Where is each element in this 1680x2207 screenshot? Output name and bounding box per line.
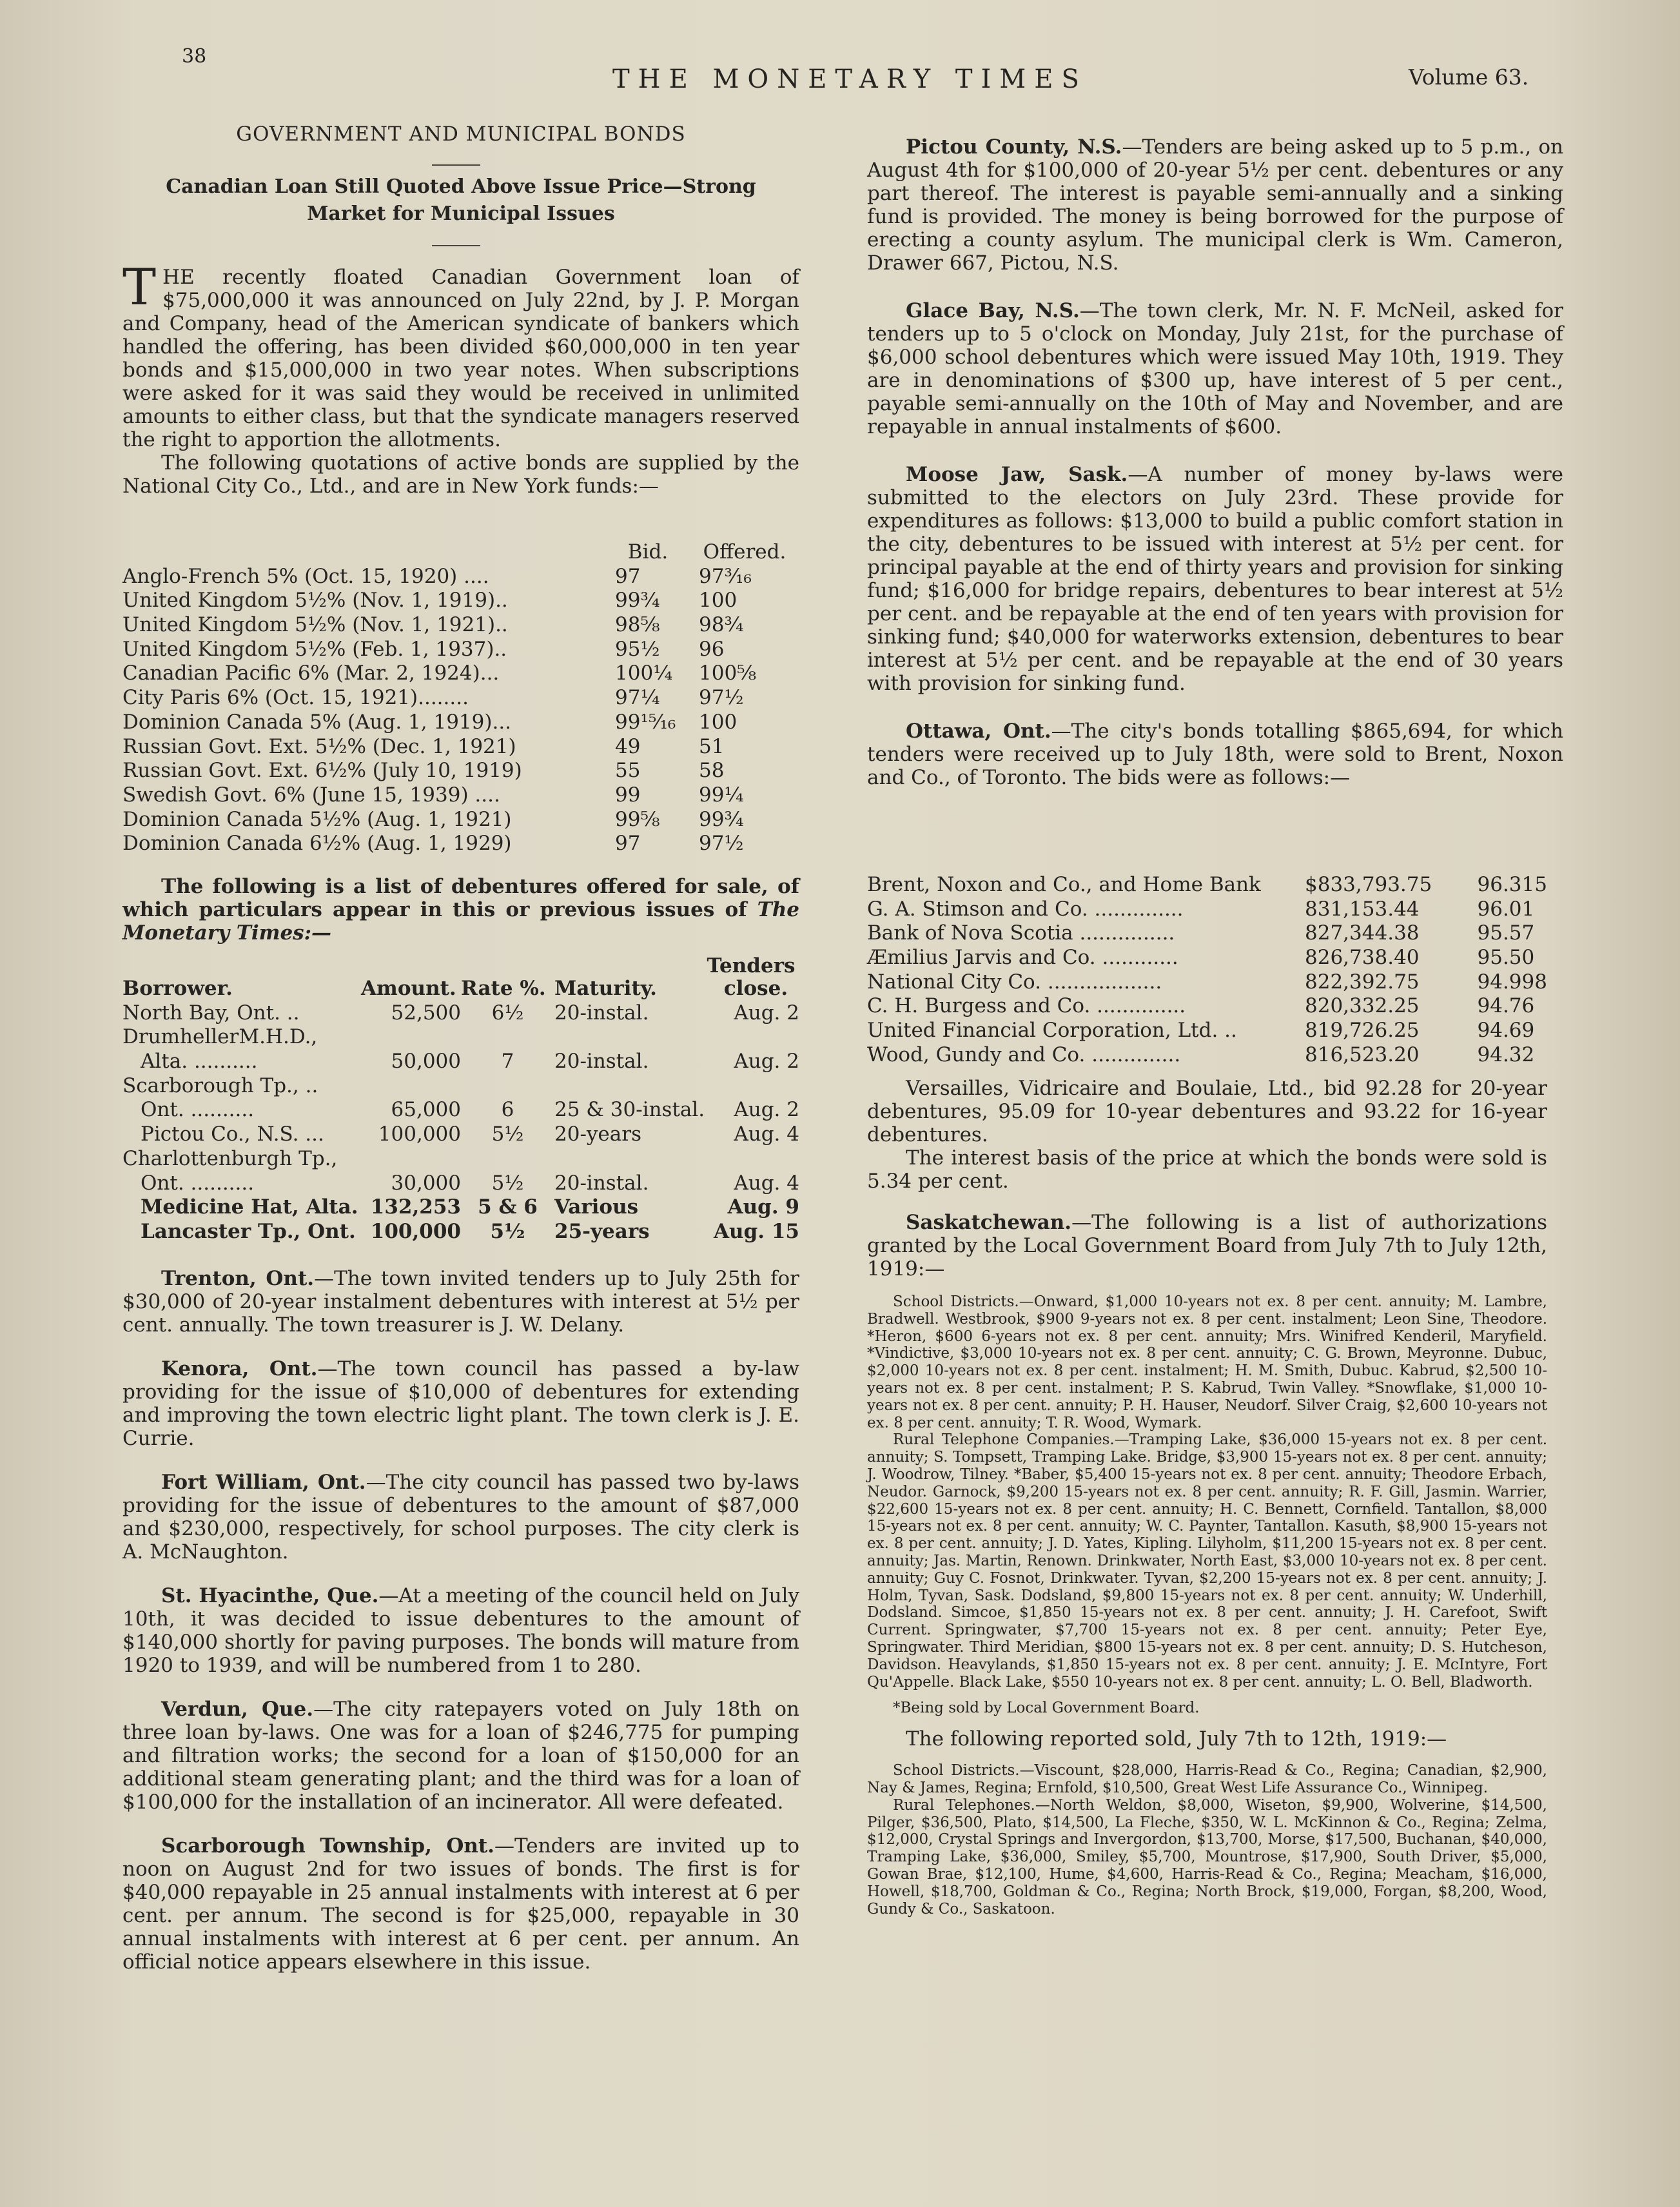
left-items bbox=[122, 1267, 799, 1994]
intro-text: HE recently floated Canadian Government loan of $75,000,000 it was announced on July 22nd, by J. P. Morgan and Company, head of the American syndicate of bankers which handled the offering, has been divided $60,000,000 in ten year bonds and $15,000,000 in two year notes. When subscriptions were asked for it was said they would be received in unlimited amounts to either class, but that the syndicate managers reserved the right to apportion the allotments. bbox=[122, 266, 799, 451]
bid-cell: 826,738.40 bbox=[1305, 946, 1420, 970]
bid-row bbox=[867, 898, 1547, 922]
quotation-cell: Canadian Pacific 6% (Mar. 2, 1924)... bbox=[122, 662, 500, 685]
saskatchewan-head: Saskatchewan. bbox=[906, 1211, 1072, 1234]
debenture-row bbox=[122, 1123, 799, 1147]
news-item-head: Pictou County, N.S. bbox=[906, 135, 1122, 159]
quotation-cell: 99¾ bbox=[615, 589, 660, 613]
debenture-cell: North Bay, Ont. .. bbox=[122, 1001, 300, 1025]
quotation-cell: 98¾ bbox=[699, 613, 744, 637]
quotation-cell: 96 bbox=[699, 637, 725, 661]
sask-sold-telephones: Rural Telephones.—North Weldon, $8,000, Wiseton, $9,900, Wolverine, $14,500, Pilger, $36,500, Plato, $14,500, La Fleche, $350, W. L. McKinnon & Co., Regina; Zelma, $12,000, Crystal Springs and Invergordon, $13,700, Morse, $17,500, Buchanan, $40,000, Tramping Lake, $36,000, Smiley, $5,700, Mountrose, $17,900, South Driver, $5,000, Gowan Brae, $12,100, Hume, $4,600, Harris-Read & Co., Regina; Meacham, $16,000, Howell, $18,700, Goldman & Co., Regina; North Brock, $19,000, Forgan, $8,200, Wood, Gundy & Co., Saskatoon. bbox=[867, 1796, 1547, 1918]
bid-cell: 95.50 bbox=[1477, 946, 1535, 970]
news-item-text: —The town council has passed a by-law providing for the issue of $10,000 of debentures for extending and improving the town electric light plant. The town clerk is J. E. Currie. bbox=[122, 1357, 799, 1450]
debenture-cell: 20-instal. bbox=[554, 1171, 649, 1195]
quotations-header-cell: Offered. bbox=[703, 540, 786, 564]
debenture-cell: DrumhellerM.H.D., bbox=[122, 1025, 318, 1049]
quotation-cell: 49 bbox=[615, 734, 641, 758]
debenture-cell: Medicine Hat, Alta. bbox=[141, 1195, 358, 1219]
debenture-cell bbox=[554, 1074, 712, 1099]
bid-row bbox=[867, 994, 1547, 1019]
quotation-cell: 55 bbox=[615, 759, 641, 783]
debentures-header-cell: close. bbox=[723, 977, 788, 1000]
bid-cell: United Financial Corporation, Ltd. .. bbox=[867, 1019, 1237, 1043]
quotation-row bbox=[122, 735, 799, 760]
bid-row bbox=[867, 1019, 1547, 1043]
news-item-text: —The city's bonds totalling $865,694, for which tenders were received up to July 18th, were sold to Brent, Noxon and Co., of Toronto. The bids were as follows:— bbox=[867, 720, 1563, 789]
news-item-head: Verdun, Que. bbox=[161, 1698, 314, 1721]
sask-footnote: *Being sold by Local Government Board. bbox=[893, 1700, 1200, 1717]
title-rule bbox=[432, 164, 480, 166]
debentures-header-cell: Amount. bbox=[361, 977, 456, 1000]
quotation-row bbox=[122, 613, 799, 638]
quotation-cell: Swedish Govt. 6% (June 15, 1939) .... bbox=[122, 783, 500, 807]
news-item bbox=[867, 135, 1563, 275]
quotation-cell: 99¼ bbox=[699, 783, 744, 807]
bid-row bbox=[867, 946, 1547, 970]
debenture-cell: Lancaster Tp., Ont. bbox=[141, 1219, 356, 1243]
volume-label: Volume 63. bbox=[1409, 64, 1529, 90]
intro-paragraph bbox=[122, 259, 799, 498]
quotation-cell: 99⅝ bbox=[615, 807, 660, 831]
news-item-text: —At a meeting of the council held on July 10th, it was decided to issue debentures to the amount of $140,000 shortly for paving purposes. The bonds will mature from 1920 to 1939, and will be numbered from 1 to 280. bbox=[122, 1584, 799, 1677]
debentures-header-cell: Rate %. bbox=[461, 977, 546, 1000]
debenture-cell: 5½ bbox=[491, 1171, 524, 1195]
quotations-intro: The following quotations of active bonds are supplied by the National City Co., Ltd., and are in New York funds:— bbox=[122, 451, 799, 498]
debenture-cell: Aug. 2 bbox=[734, 1050, 799, 1074]
news-item-text: —Tenders are being asked up to 5 p.m., on August 4th for $100,000 of 20-year 5½ per cent. debentures or any part thereof. The interest is payable semi-annually and a sinking fund is provided. The money is being borrowed for the purpose of erecting a county asylum. The municipal clerk is Wm. Cameron, Drawer 667, Pictou, N.S. bbox=[867, 135, 1564, 275]
debenture-cell bbox=[361, 1074, 461, 1099]
debenture-cell: 100,000 bbox=[378, 1123, 461, 1146]
debenture-row bbox=[122, 1147, 799, 1172]
debenture-cell: Ont. .......... bbox=[141, 1171, 255, 1195]
debenture-cell bbox=[712, 1147, 799, 1172]
section-title: GOVERNMENT AND MUNICIPAL BONDS bbox=[236, 123, 686, 146]
debenture-row bbox=[122, 1074, 799, 1099]
bid-cell: 96.315 bbox=[1477, 873, 1547, 896]
debenture-cell: 5 & 6 bbox=[478, 1195, 538, 1219]
debenture-cell: 20-years bbox=[554, 1123, 641, 1146]
quotation-cell: United Kingdom 5½% (Nov. 1, 1919).. bbox=[122, 589, 508, 613]
debenture-cell: Aug. 4 bbox=[734, 1171, 799, 1195]
news-item-head: Scarborough Township, Ont. bbox=[161, 1834, 494, 1858]
bid-cell: Brent, Noxon and Co., and Home Bank bbox=[867, 873, 1261, 896]
quotation-cell: 99¹⁵⁄₁₆ bbox=[615, 710, 676, 734]
quotation-cell: 100 bbox=[699, 710, 737, 734]
quotation-row bbox=[122, 589, 799, 613]
debenture-cell bbox=[361, 1025, 461, 1050]
debenture-cell bbox=[712, 1025, 799, 1050]
news-item bbox=[122, 1471, 799, 1564]
quotation-cell: Dominion Canada 6½% (Aug. 1, 1929) bbox=[122, 832, 512, 856]
debentures-header-cell: Maturity. bbox=[554, 977, 657, 1000]
news-item bbox=[122, 1357, 799, 1450]
quotation-row bbox=[122, 832, 799, 856]
news-item-head: Ottawa, Ont. bbox=[906, 720, 1051, 743]
bid-cell: 94.69 bbox=[1477, 1019, 1535, 1043]
quotation-cell: 97 bbox=[615, 832, 641, 856]
bid-cell: 827,344.38 bbox=[1305, 921, 1420, 945]
news-item-head: Trenton, Ont. bbox=[161, 1267, 315, 1290]
bid-row bbox=[867, 1043, 1547, 1068]
news-item-text: —The city ratepayers voted on July 18th on three loan by-laws. One was for a loan of $246,775 for pumping and filtration works; the second for a loan of $150,000 for an additional steam generating plant; and the third was for a loan of $100,000 for the installation of an incinerator. All were defeated. bbox=[122, 1698, 799, 1814]
tenders-label: Tenders bbox=[707, 954, 796, 977]
quotation-row bbox=[122, 759, 799, 783]
debentures-intro: The following is a list of debentures offered for sale, of which particulars appear in this or previous issues of The Monetary Times:— bbox=[122, 875, 799, 945]
debentures-header-row bbox=[122, 977, 799, 1001]
saskatchewan-text: —The following is a list of authorizations granted by the Local Government Board from July 7th to July 12th, 1919:— bbox=[867, 1211, 1547, 1280]
quotations-header-row bbox=[122, 540, 799, 565]
quotation-row bbox=[122, 783, 799, 808]
debenture-cell bbox=[361, 1147, 461, 1172]
quotation-cell: 58 bbox=[699, 759, 725, 783]
right-items bbox=[867, 135, 1563, 814]
bid-cell: 94.76 bbox=[1477, 994, 1535, 1018]
news-item-head: Fort William, Ont. bbox=[161, 1471, 366, 1494]
debenture-cell: 5½ bbox=[490, 1219, 525, 1243]
quotation-cell: Anglo-French 5% (Oct. 15, 1920) .... bbox=[122, 564, 489, 588]
bid-cell: C. H. Burgess and Co. .............. bbox=[867, 994, 1186, 1018]
debenture-row bbox=[122, 1001, 799, 1026]
quotation-row bbox=[122, 662, 799, 686]
news-item bbox=[122, 1267, 799, 1337]
bid-cell: 819,726.25 bbox=[1305, 1019, 1420, 1043]
subtitle-line-1: Canadian Loan Still Quoted Above Issue Price—Strong bbox=[166, 175, 756, 198]
bid-row bbox=[867, 873, 1547, 898]
debenture-cell: Aug. 15 bbox=[714, 1219, 799, 1243]
debenture-cell bbox=[554, 1025, 712, 1050]
quotation-cell: 98⅝ bbox=[615, 613, 660, 637]
bid-cell: 822,392.75 bbox=[1305, 970, 1420, 994]
quotation-cell: Dominion Canada 5% (Aug. 1, 1919)... bbox=[122, 710, 512, 734]
quotation-cell: 97½ bbox=[699, 832, 744, 856]
quotation-row bbox=[122, 686, 799, 711]
page-number: 38 bbox=[182, 45, 207, 68]
ottawa-after bbox=[867, 1077, 1547, 1193]
debenture-cell bbox=[461, 1147, 554, 1172]
quotations-header-cell bbox=[122, 540, 606, 565]
quotation-cell: 100⅝ bbox=[699, 662, 757, 685]
debenture-cell: 50,000 bbox=[391, 1050, 461, 1074]
bid-cell: $833,793.75 bbox=[1305, 873, 1432, 896]
debenture-cell: 65,000 bbox=[391, 1098, 461, 1122]
debenture-cell bbox=[461, 1025, 554, 1050]
debenture-cell: Aug. 9 bbox=[727, 1195, 799, 1219]
bid-cell: G. A. Stimson and Co. .............. bbox=[867, 897, 1184, 921]
news-item bbox=[122, 1834, 799, 1974]
bid-cell: 820,332.25 bbox=[1305, 994, 1420, 1018]
quotation-cell: 97 bbox=[615, 564, 641, 588]
sask-school-districts: School Districts.—Onward, $1,000 10-years not ex. 8 per cent. annuity; M. Lambre, Bradwell. Westbrook, $900 9-years not ex. 8 per cent. instalment; Leon Sine, Theodore. *Heron, $600 6-years not ex. 8 per cent. annuity; Mrs. Winifred Kenderil, Maryfield. *Vindictive, $3,000 10-years not ex. 8 per cent. annuity; C. G. Brown, Meyronne. Dubuc, $2,000 10-years not ex. 8 per cent. instalment; H. M. Smith, Dubuc. Kabrud, $2,500 10-years not ex. 8 per cent. instalment; P. S. Kabrud, Twin Valley. *Snowflake, $1,000 10-years not ex. 8 per cent. annuity; P. H. Hauser, Neudorf. Silver Craig, $2,600 10-years not ex. 8 per cent. annuity; T. R. Wood, Wymark. bbox=[867, 1293, 1547, 1431]
debenture-cell: Various bbox=[554, 1195, 639, 1219]
debenture-cell: 132,253 bbox=[370, 1195, 461, 1219]
debenture-row bbox=[122, 1172, 799, 1196]
bid-cell: 96.01 bbox=[1477, 897, 1535, 921]
sask-sold-intro: The following reported sold, July 7th to 12th, 1919:— bbox=[906, 1727, 1447, 1751]
sask-sold-school: School Districts.—Viscount, $28,000, Harris-Read & Co., Regina; Canadian, $2,900, Nay & James, Regina; Ernfold, $10,500, Great West Life Assurance Co., Winnipeg. bbox=[867, 1762, 1547, 1796]
bid-cell: Bank of Nova Scotia ............... bbox=[867, 921, 1175, 945]
quotation-cell: 100¼ bbox=[615, 662, 673, 685]
quotation-cell: 97½ bbox=[699, 686, 744, 710]
debenture-cell: 52,500 bbox=[391, 1001, 461, 1025]
debenture-row bbox=[122, 1050, 799, 1074]
debenture-cell bbox=[712, 1074, 799, 1099]
debenture-cell: 25-years bbox=[554, 1219, 650, 1243]
bid-cell: 94.998 bbox=[1477, 970, 1547, 994]
debenture-cell: 20-instal. bbox=[554, 1001, 649, 1025]
news-item-text: —The town clerk, Mr. N. F. McNeil, asked for tenders up to 5 o'clock on Monday, July 21st, for the purchase of $6,000 school debentures which were issued May 10th, 1919. They are in denominations of $300 up, have interest of 5 per cent., payable semi-annually on the 10th of May and November, and are repayable in annual instalments of $600. bbox=[867, 299, 1563, 438]
debenture-cell: Aug. 4 bbox=[734, 1123, 799, 1146]
news-item bbox=[867, 720, 1563, 789]
bid-cell: Æmilius Jarvis and Co. ............ bbox=[867, 946, 1178, 970]
ottawa-bids-table bbox=[867, 873, 1547, 1068]
bid-cell: Wood, Gundy and Co. .............. bbox=[867, 1043, 1181, 1066]
news-item-text: —Tenders are invited up to noon on August 2nd for two issues of bonds. The first is for $40,000 repayable in 25 annual instalments with interest at 6 per cent. per annum. The second is for $25,000, repayable in 30 annual instalments with interest at 6 per cent. per annum. An official notice appears elsewhere in this issue. bbox=[122, 1834, 800, 1974]
subtitle-rule bbox=[432, 245, 480, 246]
debenture-cell: 25 & 30-instal. bbox=[554, 1098, 705, 1122]
quotation-row bbox=[122, 565, 799, 589]
bid-cell: National City Co. .................. bbox=[867, 970, 1162, 994]
news-item-head: Glace Bay, N.S. bbox=[906, 299, 1080, 322]
bid-cell: 95.57 bbox=[1477, 921, 1535, 945]
debenture-cell: Charlottenburgh Tp., bbox=[122, 1146, 338, 1170]
debenture-cell: Pictou Co., N.S. ... bbox=[141, 1123, 324, 1146]
quotation-cell: United Kingdom 5½% (Nov. 1, 1921).. bbox=[122, 613, 508, 637]
news-item-head: St. Hyacinthe, Que. bbox=[161, 1584, 379, 1607]
debenture-cell bbox=[461, 1074, 554, 1099]
bid-row bbox=[867, 970, 1547, 995]
news-item bbox=[867, 299, 1563, 438]
quotation-row bbox=[122, 638, 799, 662]
quotation-cell: 99 bbox=[615, 783, 641, 807]
debenture-row bbox=[122, 1220, 799, 1244]
ottawa-note: Versailles, Vidricaire and Boulaie, Ltd., bid 92.28 for 20-year debentures, 95.09 for 10-year debentures and 93.22 for 16-year debentures. bbox=[867, 1077, 1547, 1146]
debenture-cell: 6½ bbox=[491, 1001, 524, 1025]
publication-title: THE MONETARY TIMES bbox=[612, 64, 1088, 94]
news-item bbox=[122, 1698, 799, 1814]
debenture-cell: 20-instal. bbox=[554, 1050, 649, 1074]
news-item-text: —A number of money by-laws were submitted to the electors on July 23rd. These provide for expenditures as follows: $13,000 to build a public comfort station in the city, debentures to be issued with interest at 5½ per cent. for principal payable at the end of thirty years and provision for sinking fund; $16,000 for bridge repairs, debentures to bear interest at 5½ per cent. and be repayable at the end of ten years with provision for sinking fund; $40,000 for waterworks extension, debentures to bear interest at 5½ per cent. and be repayable at the end of 30 years with provision for sinking fund. bbox=[867, 463, 1563, 695]
ottawa-note: The interest basis of the price at which the bonds were sold is 5.34 per cent. bbox=[867, 1146, 1547, 1193]
debenture-cell: 100,000 bbox=[370, 1219, 461, 1243]
debenture-cell: Ont. .......... bbox=[141, 1098, 255, 1122]
quotation-cell: 95½ bbox=[615, 637, 660, 661]
bid-cell: 831,153.44 bbox=[1305, 897, 1420, 921]
quotation-cell: Russian Govt. Ext. 6½% (July 10, 1919) bbox=[122, 759, 522, 783]
quotation-cell: 97¼ bbox=[615, 686, 660, 710]
quotations-header-cell: Bid. bbox=[627, 540, 669, 564]
quotation-cell: City Paris 6% (Oct. 15, 1921)........ bbox=[122, 686, 469, 710]
debenture-row bbox=[122, 1195, 799, 1220]
news-item-head: Moose Jaw, Sask. bbox=[906, 463, 1128, 486]
debenture-row bbox=[122, 1098, 799, 1123]
saskatchewan-section bbox=[867, 1211, 1547, 1918]
quotation-cell: United Kingdom 5½% (Feb. 1, 1937).. bbox=[122, 637, 507, 661]
debenture-cell: Scarborough Tp., .. bbox=[122, 1074, 318, 1097]
news-item bbox=[122, 1584, 799, 1677]
debenture-cell: Aug. 2 bbox=[734, 1098, 799, 1122]
debenture-cell: Alta. .......... bbox=[141, 1050, 258, 1074]
news-item-text: —The city council has passed two by-laws providing for the issue of debentures to the amount of $87,000 and $230,000, respectively, for school purposes. The city clerk is A. McNaughton. bbox=[122, 1471, 799, 1564]
bid-row bbox=[867, 921, 1547, 946]
debenture-cell: 6 bbox=[501, 1098, 514, 1122]
debentures-table bbox=[122, 977, 799, 1244]
quotation-cell: 99¾ bbox=[699, 807, 744, 831]
news-item-head: Kenora, Ont. bbox=[161, 1357, 318, 1380]
quotation-cell: 97³⁄₁₆ bbox=[699, 564, 752, 588]
quotation-cell: 100 bbox=[699, 589, 737, 613]
bid-cell: 816,523.20 bbox=[1305, 1043, 1420, 1066]
debenture-cell: 7 bbox=[501, 1050, 514, 1074]
quotation-row bbox=[122, 808, 799, 832]
news-item-text: —The town invited tenders up to July 25th for $30,000 of 20-year instalment debentures with interest at 5½ per cent. annually. The town treasurer is J. W. Delany. bbox=[122, 1267, 799, 1337]
debentures-header-cell: Borrower. bbox=[122, 977, 233, 1000]
debenture-cell: 5½ bbox=[491, 1123, 524, 1146]
bid-cell: 94.32 bbox=[1477, 1043, 1535, 1066]
subtitle-line-2: Market for Municipal Issues bbox=[307, 202, 615, 225]
debenture-cell: Aug. 2 bbox=[734, 1001, 799, 1025]
drop-cap: T bbox=[122, 259, 157, 317]
quotation-cell: Dominion Canada 5½% (Aug. 1, 1921) bbox=[122, 807, 512, 831]
quotation-row bbox=[122, 711, 799, 735]
debenture-cell bbox=[554, 1147, 712, 1172]
sask-rural-telephones: Rural Telephone Companies.—Tramping Lake, $36,000 15-years not ex. 8 per cent. annuity; S. Tompsett, Tramping Lake. Bridge, $3,900 15-years not ex. 8 per cent. annuity; J. Woodrow, Tilney. *Baber, $5,400 15-years not ex. 8 per cent. annuity; Theodore Erbach, Neudor. Garnock, $9,200 15-years not ex. 8 per cent. annuity; R. F. Gill, Jasmin. Warrier, $22,600 15-years not ex. 8 per cent. annuity; H. C. Bennett, Cornfield. Tantallon, $8,000 15-years not ex. 8 per cent. annuity; W. C. Paynter, Tantallon. Kasuth, $8,900 15-years not ex. 8 per cent. annuity; J. D. Yates, Kipling. Lilyholm, $11,200 15-years not ex. 8 per cent. annuity; Jas. Martin, Renown. Drinkwater, North East, $3,000 10-years not ex. 8 per cent. annuity; Guy C. Fosnot, Drinkwater. Tyvan, $2,200 15-years not ex. 8 per cent. annuity; J. Holm, Tyvan, Sask. Dodsland, $9,800 15-years not ex. 8 per cent. annuity; W. Underhill, Dodsland. Simcoe, $1,850 15-years not ex. 8 per cent. annuity; J. H. Carefoot, Swift Current. Springwater, $7,700 15-years not ex. 8 per cent. annuity; Peter Eye, Springwater. Third Meridian, $800 15-years not ex. 8 per cent. annuity; D. S. Hutcheson, Davidson. Heavylands, $1,850 15-years not ex. 8 per cent. annuity; J. E. McIntyre, Fort Qu'Appelle. Black Lake, $550 10-years not ex. 8 per cent. annuity; L. O. Bell, Bladworth. bbox=[867, 1431, 1547, 1691]
quotation-cell: 51 bbox=[699, 734, 725, 758]
quotations-table bbox=[122, 540, 799, 856]
debenture-cell: 30,000 bbox=[391, 1171, 461, 1195]
debenture-row bbox=[122, 1025, 799, 1050]
quotation-cell: Russian Govt. Ext. 5½% (Dec. 1, 1921) bbox=[122, 734, 516, 758]
news-item bbox=[867, 463, 1563, 695]
